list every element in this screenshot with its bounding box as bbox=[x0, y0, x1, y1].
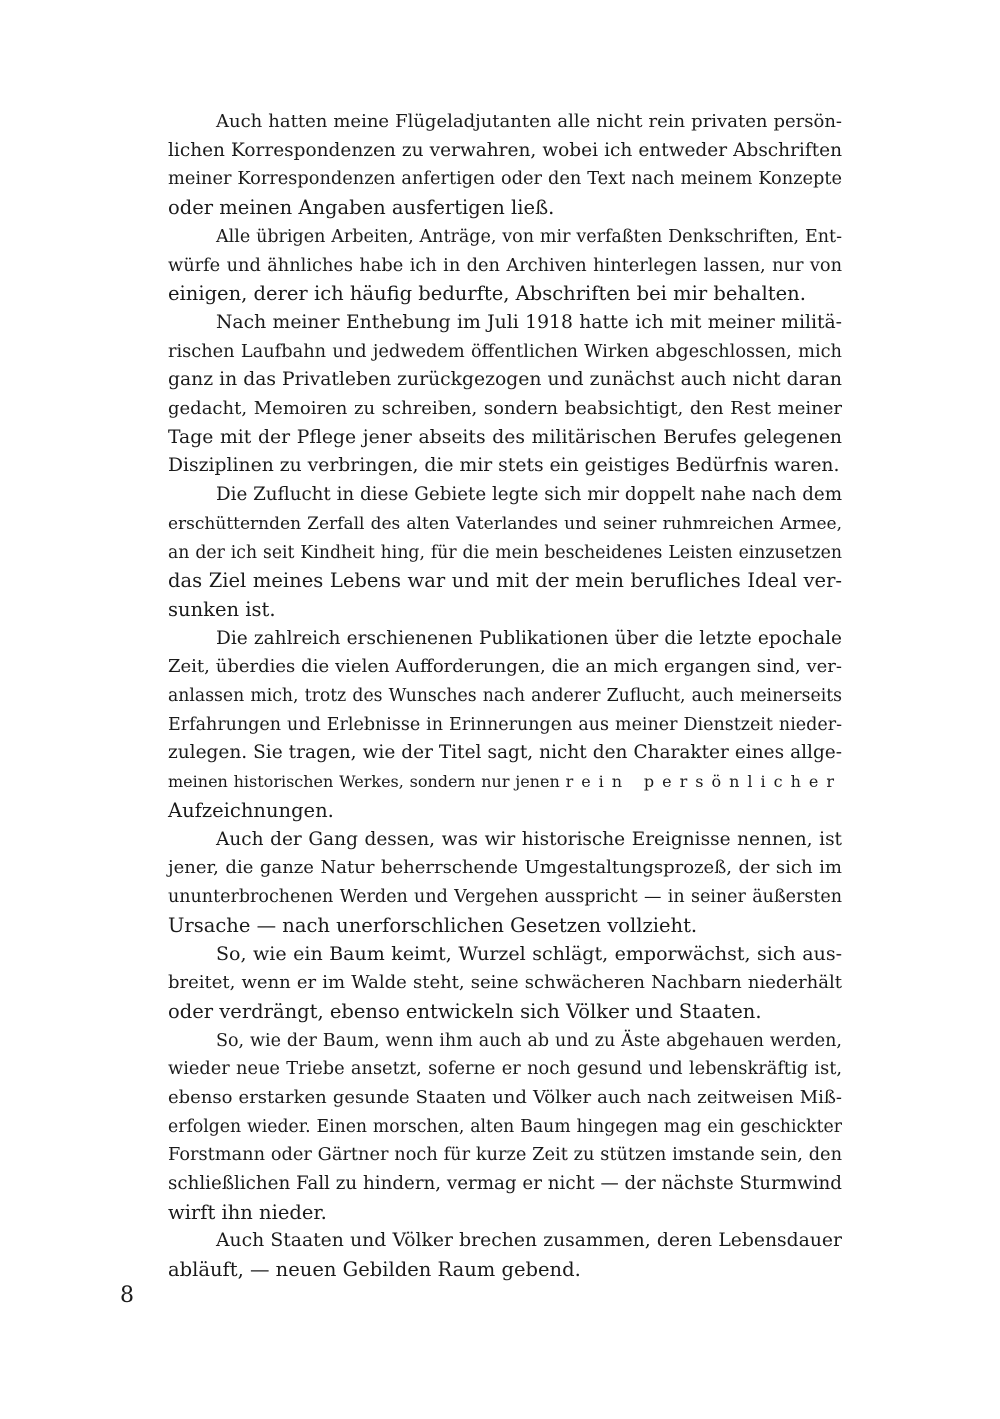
text-line: sunken ist. bbox=[168, 597, 276, 621]
text-line: schließlichen Fall zu hindern, vermag er nicht — der nächste Sturmwind bbox=[168, 1173, 842, 1195]
text-line: Disziplinen zu verbringen, die mir stets ein geistiges Bedürfnis waren. bbox=[168, 455, 840, 477]
text-line: oder verdrängt, ebenso entwickeln sich Völker und Staaten. bbox=[168, 999, 762, 1023]
text-line: lichen Korrespondenzen zu verwahren, wobei ich entweder Abschriften bbox=[168, 139, 842, 161]
text-line: anlassen mich, trotz des Wunsches nach anderer Zuflucht, auch meinerseits bbox=[168, 686, 842, 707]
text-line: Nach meiner Enthebung im Juli 1918 hatte ich mit meiner militä- bbox=[216, 311, 842, 333]
text-line: ganz in das Privatleben zurückgezogen und zunächst auch nicht daran bbox=[168, 369, 842, 391]
text-line: jener, die ganze Natur beherrschende Umgestaltungsprozeß, der sich im bbox=[168, 857, 842, 879]
text-line: das Ziel meines Lebens war und mit der mein berufliches Ideal ver- bbox=[168, 569, 842, 593]
text-line: Zeit, überdies die vielen Aufforderungen, die an mich ergangen sind, ver- bbox=[168, 656, 842, 678]
text-line: Ursache — nach unerforschlichen Gesetzen vollzieht. bbox=[168, 913, 698, 937]
text-line: Aufzeichnungen. bbox=[168, 798, 334, 822]
text-line: wieder neue Triebe ansetzt, soferne er noch gesund und lebenskräftig ist, bbox=[168, 1059, 842, 1080]
text-line: ununterbrochenen Werden und Vergehen ausspricht — in seiner äußersten bbox=[168, 886, 842, 907]
text-segment: meinen historischen Werkes, sondern nur jenen bbox=[168, 772, 560, 792]
text-line: wirft ihn nieder. bbox=[168, 1200, 327, 1224]
text-line: ebenso erstarken gesunde Staaten und Völker auch nach zeitweisen Miß- bbox=[168, 1086, 842, 1108]
text-line: Forstmann oder Gärtner noch für kurze Zeit zu stützen imstande sein, den bbox=[168, 1145, 842, 1166]
text-line: meiner Korrespondenzen anfertigen oder den Text nach meinem Konzepte bbox=[168, 169, 842, 190]
text-line: erschütternden Zerfall des alten Vaterlandes und seiner ruhmreichen Armee, bbox=[168, 513, 842, 534]
page-number: 8 bbox=[120, 1283, 134, 1308]
text-line: Tage mit der Pflege jener abseits des militärischen Berufes gelegenen bbox=[168, 426, 842, 448]
paragraph-9 bbox=[120, 1227, 842, 1284]
paragraph-2 bbox=[120, 223, 842, 309]
text-line: Alle übrigen Arbeiten, Anträge, von mir verfaßten Denkschriften, Ent- bbox=[216, 226, 842, 247]
text-line: So, wie der Baum, wenn ihm auch ab und zu Äste abgehauen werden, bbox=[216, 1030, 842, 1051]
text-line: oder meinen Angaben ausfertigen ließ. bbox=[168, 196, 555, 220]
text-line: an der ich seit Kindheit hing, für die mein bescheidenes Leisten einzusetzen bbox=[168, 542, 842, 563]
text-line: erfolgen wieder. Einen morschen, alten Baum hingegen mag ein geschickter bbox=[168, 1116, 842, 1137]
paragraph-8 bbox=[120, 1027, 842, 1228]
paragraph-4 bbox=[120, 481, 842, 625]
text-line-with-spaced-emphasis bbox=[120, 768, 842, 797]
paragraph-6 bbox=[120, 826, 842, 941]
text-line: Auch der Gang dessen, was wir historische Ereignisse nennen, ist bbox=[216, 828, 842, 850]
text-line: Die Zuflucht in diese Gebiete legte sich mir doppelt nahe nach dem bbox=[216, 484, 842, 506]
text-line: breitet, wenn er im Walde steht, seine schwächeren Nachbarn niederhält bbox=[168, 972, 842, 994]
text-line: gedacht, Memoiren zu schreiben, sondern beabsichtigt, den Rest meiner bbox=[168, 398, 842, 420]
text-line: Die zahlreich erschienenen Publikationen über die letzte epochale bbox=[216, 627, 842, 649]
text-line: abläuft, — neuen Gebilden Raum gebend. bbox=[168, 1258, 581, 1282]
text-line: rischen Laufbahn und jedwedem öffentlichen Wirken abgeschlossen, mich bbox=[168, 341, 842, 362]
body-text bbox=[120, 108, 842, 1285]
text-line: zulegen. Sie tragen, wie der Titel sagt, nicht den Charakter eines allge- bbox=[168, 742, 842, 764]
text-line: Auch Staaten und Völker brechen zusammen, deren Lebensdauer bbox=[216, 1230, 842, 1252]
paragraph-1 bbox=[120, 108, 842, 223]
paragraph-3 bbox=[120, 309, 842, 481]
text-line: Auch hatten meine Flügeladjutanten alle nicht rein privaten persön- bbox=[216, 111, 842, 132]
text-line: So, wie ein Baum keimt, Wurzel schlägt, emporwächst, sich aus- bbox=[216, 943, 842, 966]
spaced-emphasis: rein persönlicher bbox=[565, 772, 843, 792]
text-line: Erfahrungen und Erlebnisse in Erinnerungen aus meiner Dienstzeit nieder- bbox=[168, 714, 842, 735]
text-line: würfe und ähnliches habe ich in den Archiven hinterlegen lassen, nur von bbox=[168, 255, 842, 276]
text-line: einigen, derer ich häufig bedurfte, Abschriften bei mir behalten. bbox=[168, 282, 806, 306]
paragraph-5 bbox=[120, 625, 842, 826]
paragraph-7 bbox=[120, 940, 842, 1026]
